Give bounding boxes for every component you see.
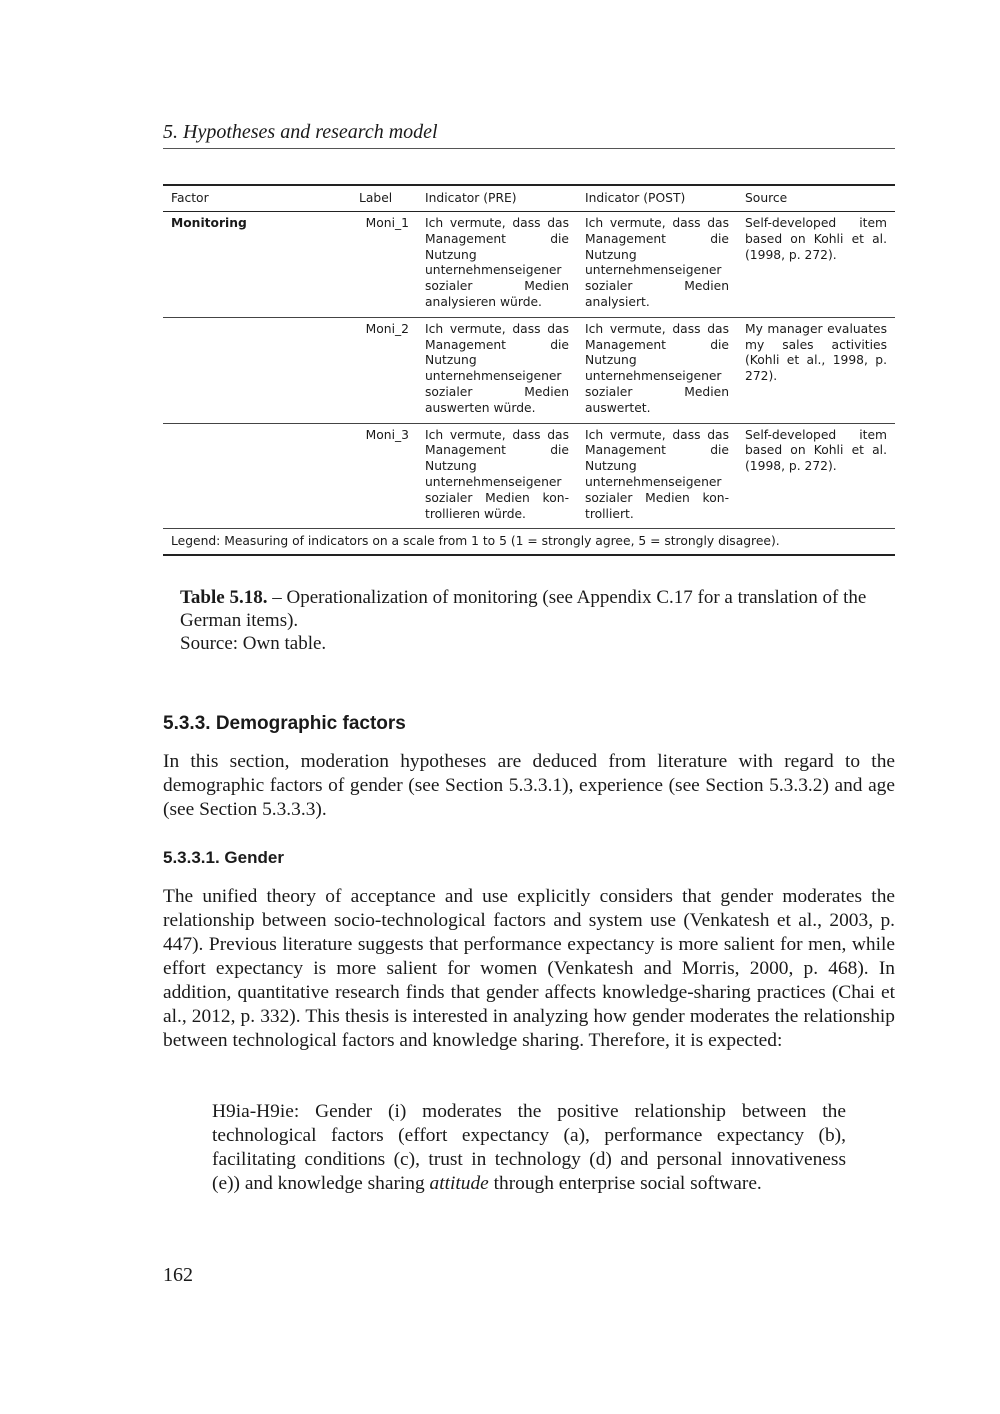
table-legend-row <box>163 529 895 555</box>
caption-source: Source: Own table. <box>180 633 327 654</box>
row-source: My manager evaluates my sales activities (Kohli et al., 1998, p. 272). <box>737 317 895 423</box>
header-factor: Factor <box>171 191 209 206</box>
header-indicator-post: Indicator (POST) <box>585 191 686 206</box>
running-head: 5. Hypotheses and research model <box>163 121 895 149</box>
indicator-post: Ich vermute, dass das Management die Nutzung unternehmenseigener sozialer Medien auswertet. <box>577 317 737 423</box>
operationalization-table <box>163 184 895 556</box>
row-label: Moni_1 <box>365 216 409 230</box>
row-label: Moni_3 <box>351 423 417 529</box>
hypothesis-tail: through enterprise social software. <box>488 1173 762 1194</box>
indicator-pre: Ich vermute, dass das Management die Nutzung unternehmenseigener sozialer Medien kontrollieren würde. <box>417 423 577 529</box>
header-indicator-pre: Indicator (PRE) <box>425 191 517 206</box>
indicator-pre: Ich vermute, dass das Management die Nutzung unternehmenseigener sozialer Medien analysieren würde. <box>425 216 569 309</box>
table-header-row <box>163 185 895 212</box>
table-row <box>163 317 895 423</box>
hypothesis-emphasis: attitude <box>429 1173 489 1194</box>
hypothesis-text: H9ia-H9ie: Gender (i) moderates the positive relationship between the technological factors (effort expectancy (a), performance expectancy (b), facilitating conditions (c), trust in technology (d) and personal innovativeness (e)) and knowledge sharing <box>212 1101 846 1194</box>
indicator-post: Ich vermute, dass das Management die Nutzung unternehmenseigener sozialer Medien kontrolliert. <box>577 423 737 529</box>
hypothesis-block <box>212 1100 846 1196</box>
factor-name: Monitoring <box>171 216 247 230</box>
row-source: Self-developed item based on Kohli et al. (1998, p. 272). <box>737 423 895 529</box>
header-source: Source <box>745 191 788 206</box>
indicator-pre: Ich vermute, dass das Management die Nutzung unternehmenseigener sozialer Medien auswerten würde. <box>417 317 577 423</box>
table-row <box>163 212 895 318</box>
section-intro-paragraph: In this section, moderation hypotheses are deduced from literature with regard to the demographic factors of gender (see Section 5.3.3.1), experience (see Section 5.3.3.2) and age (see Section 5.3.3.3). <box>163 751 895 820</box>
subsection-body-paragraph: The unified theory of acceptance and use explicitly considers that gender moderates the relationship between socio-technological factors and system use (Venkatesh et al., 2003, p. 447). Previous literature suggests that performance expectancy is more salient for men, while effort expectancy is more salient for women (Venkatesh and Morris, 2000, p. 468). In addition, quantitative research finds that gender affects knowledge-sharing practices (Chai et al., 2012, p. 332). This thesis is interested in analyzing how gender moderates the relationship between technological factors and knowledge sharing. Therefore, it is expected: <box>163 886 895 1051</box>
subsection-heading: 5.3.3.1. Gender <box>163 848 284 867</box>
section-heading: 5.3.3. Demographic factors <box>163 713 406 734</box>
caption-text: – Operationalization of monitoring (see Appendix C.17 for a translation of the German items). <box>180 587 867 631</box>
row-label: Moni_2 <box>351 317 417 423</box>
table-caption <box>180 586 890 655</box>
caption-label: Table 5.18. <box>180 587 268 608</box>
indicator-post: Ich vermute, dass das Management die Nutzung unternehmenseigener sozialer Medien analysiert. <box>585 216 729 309</box>
page-number: 162 <box>163 1264 193 1286</box>
row-source: Self-developed item based on Kohli et al. (1998, p. 272). <box>745 216 887 262</box>
table-legend: Legend: Measuring of indicators on a scale from 1 to 5 (1 = strongly agree, 5 = strongly disagree). <box>163 529 895 555</box>
table-row <box>163 423 895 529</box>
header-label: Label <box>359 191 393 206</box>
